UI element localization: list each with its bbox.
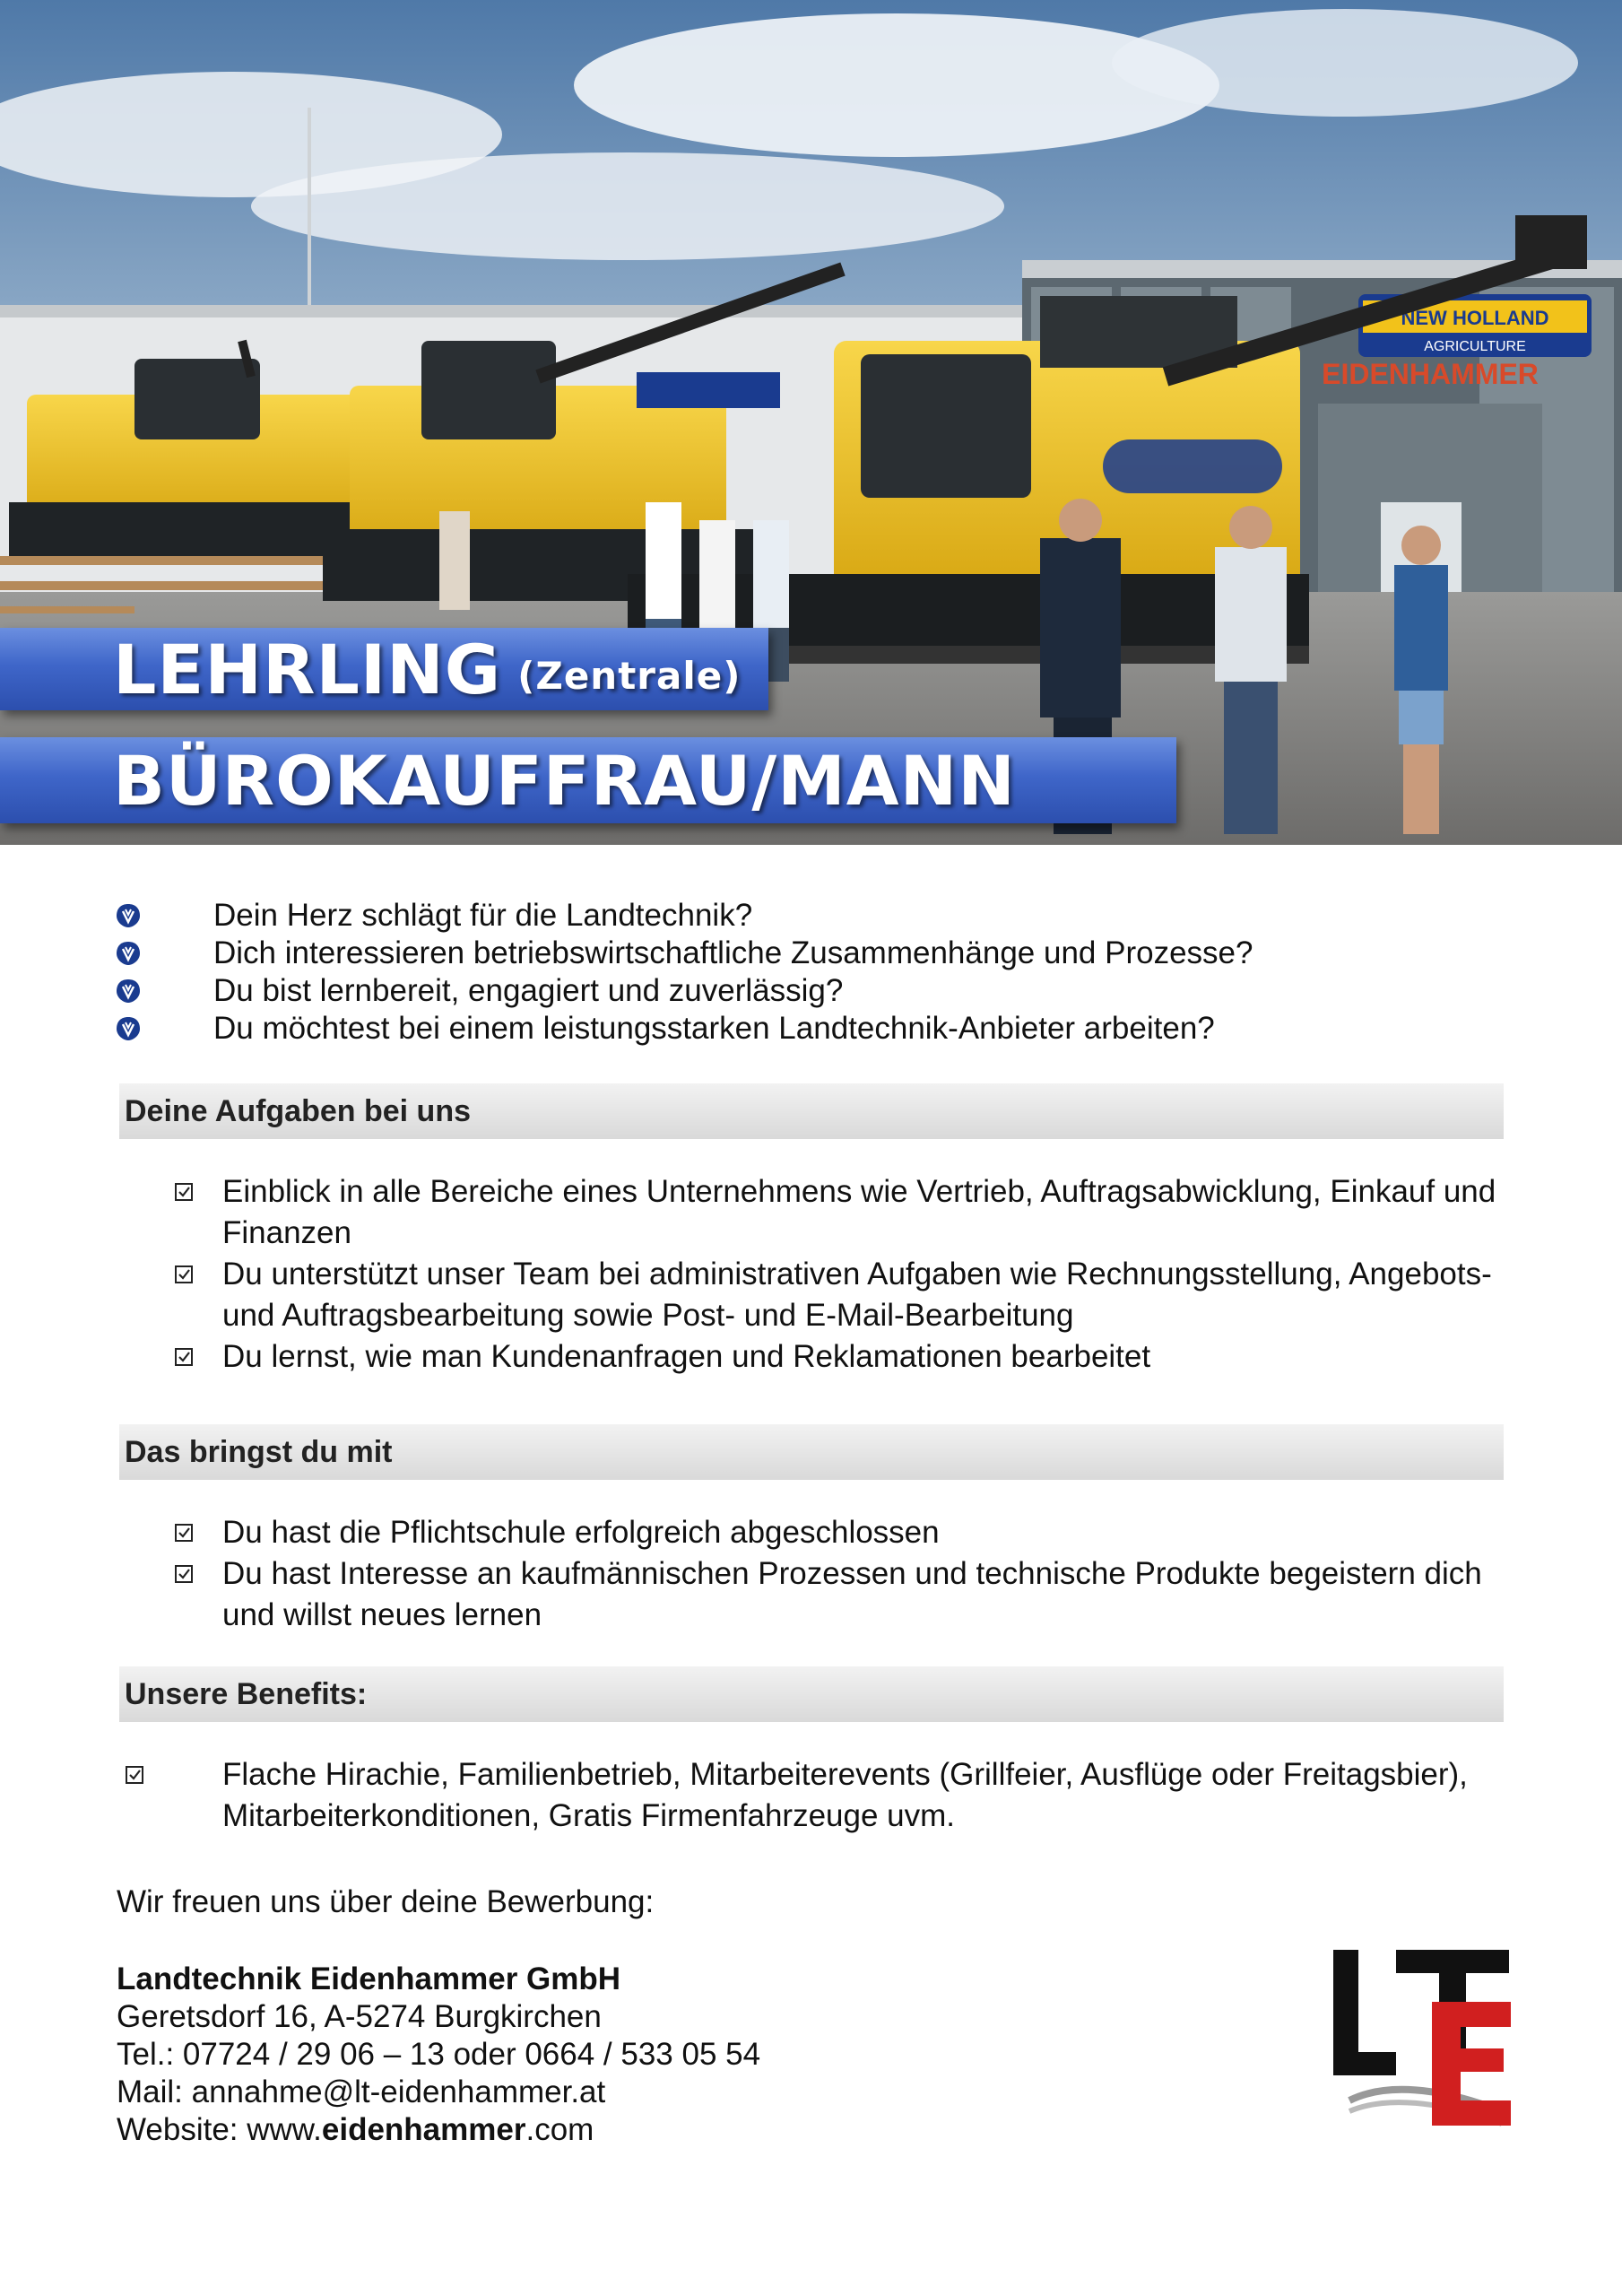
task-text: Du lernst, wie man Kundenanfragen und Reklamationen bearbeitet bbox=[222, 1339, 1151, 1374]
new-holland-leaf-icon bbox=[115, 940, 142, 967]
task-list bbox=[175, 1171, 1502, 1378]
new-holland-leaf-icon bbox=[115, 902, 142, 929]
task-text: Einblick in alle Bereiche eines Unternehmens wie Vertrieb, Auftragsabwicklung, Einkauf und Finanzen bbox=[222, 1174, 1496, 1250]
banner-job-title-text: BÜROKAUFFRAU/MANN bbox=[113, 740, 1016, 821]
sign-brand: NEW HOLLAND bbox=[1401, 307, 1549, 329]
checkbox-checked-icon bbox=[126, 1766, 143, 1784]
company-mail: Mail: annahme@lt-eidenhammer.at bbox=[117, 2074, 606, 2109]
list-item bbox=[175, 1553, 1502, 1636]
intro-text: Dich interessieren betriebswirtschaftliche Zusammenhänge und Prozesse? bbox=[213, 935, 1253, 970]
requirement-list bbox=[175, 1512, 1502, 1636]
checkbox-checked-icon bbox=[175, 1524, 193, 1542]
sign-dealer: EIDENHAMMER bbox=[1322, 358, 1539, 390]
intro-text: Du möchtest bei einem leistungsstarken Landtechnik-Anbieter arbeiten? bbox=[213, 1011, 1215, 1046]
sign-brand-sub: AGRICULTURE bbox=[1424, 339, 1526, 354]
website-prefix: Website: www. bbox=[117, 2112, 322, 2147]
checkbox-checked-icon bbox=[175, 1565, 193, 1583]
new-holland-leaf-icon bbox=[115, 1015, 142, 1042]
list-item bbox=[126, 1754, 1506, 1837]
company-contact bbox=[117, 1961, 760, 2149]
banner-job-title bbox=[0, 737, 1176, 823]
checkbox-checked-icon bbox=[175, 1265, 193, 1283]
website-domain: eidenhammer bbox=[321, 2112, 526, 2147]
intro-text: Du bist lernbereit, engagiert und zuverlässig? bbox=[213, 973, 844, 1008]
list-item bbox=[175, 1336, 1502, 1378]
closing-text: Wir freuen uns über deine Bewerbung: bbox=[117, 1884, 655, 1919]
section-heading-tasks: Deine Aufgaben bei uns bbox=[119, 1083, 1504, 1139]
company-address: Geretsdorf 16, A-5274 Burgkirchen bbox=[117, 1999, 602, 2034]
section-heading-benefits: Unsere Benefits: bbox=[119, 1666, 1504, 1722]
hero-photo bbox=[0, 0, 1622, 845]
benefit-list bbox=[126, 1754, 1506, 1837]
company-phone: Tel.: 07724 / 29 06 – 13 oder 0664 / 533 05 54 bbox=[117, 2037, 761, 2072]
list-item bbox=[175, 1512, 1502, 1553]
checkbox-checked-icon bbox=[175, 1348, 193, 1366]
banner-apprentice-location: (Zentrale) bbox=[517, 653, 742, 698]
task-text: Du unterstützt unser Team bei administrativen Aufgaben wie Rechnungsstellung, Angebots- und Auftragsbearbeitung sowie Post- und E-Mail-Bearbeitung bbox=[222, 1257, 1492, 1333]
requirement-text: Du hast die Pflichtschule erfolgreich abgeschlossen bbox=[222, 1515, 940, 1550]
new-holland-leaf-icon bbox=[115, 978, 142, 1004]
dealership-photo bbox=[0, 0, 1622, 845]
banner-apprentice-title: LEHRLING bbox=[113, 629, 502, 709]
company-name: Landtechnik Eidenhammer GmbH bbox=[117, 1961, 621, 1996]
list-item bbox=[175, 1171, 1502, 1254]
benefit-text: Flache Hirachie, Familienbetrieb, Mitarbeiterevents (Grillfeier, Ausflüge oder Freitagsbier), Mitarbeiterkonditionen, Gratis Firmenfahrzeuge uvm. bbox=[222, 1757, 1468, 1833]
checkbox-checked-icon bbox=[175, 1183, 193, 1201]
intro-text: Dein Herz schlägt für die Landtechnik? bbox=[213, 898, 753, 933]
lte-company-logo bbox=[1331, 1948, 1524, 2145]
banner-apprentice bbox=[0, 628, 768, 710]
list-item bbox=[175, 1254, 1502, 1336]
section-heading-requirements: Das bringst du mit bbox=[119, 1424, 1504, 1480]
company-website[interactable] bbox=[117, 2111, 760, 2149]
website-suffix: .com bbox=[525, 2112, 594, 2147]
requirement-text: Du hast Interesse an kaufmännischen Prozessen und technische Produkte begeistern dich und willst neues lernen bbox=[222, 1556, 1482, 1632]
